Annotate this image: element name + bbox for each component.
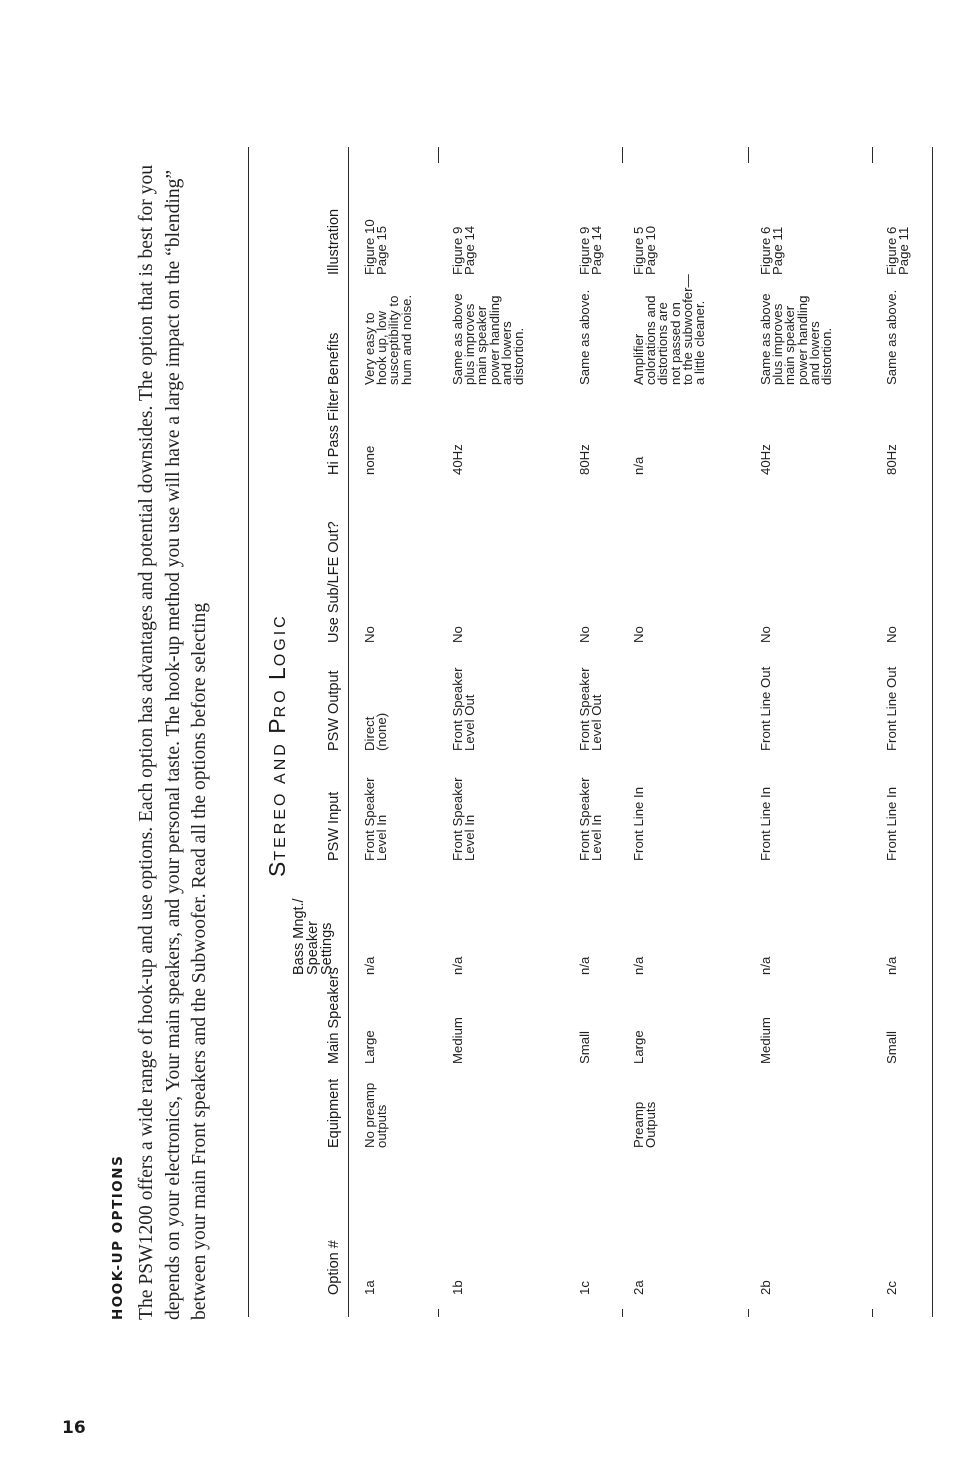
column-header-psw-output: PSW Output (326, 670, 342, 751)
column-header-illustration: Illustration (326, 208, 342, 275)
table-cell-illustration: Figure 5 Page 10 (631, 225, 659, 275)
column-header-psw-input: PSW Input (326, 791, 342, 861)
table-cell-illustration: Figure 10 Page 15 (362, 219, 390, 275)
table-cell-psw-output: Front Speaker Level Out (577, 667, 605, 751)
table-cell-psw-output: Direct (none) (362, 712, 390, 751)
column-header-use-sub: Use Sub/LFE Out? (326, 521, 342, 643)
table-cell-psw-input: Front Line In (631, 786, 646, 861)
table-cell-hi-pass: 80Hz (884, 444, 899, 475)
table-cell-bass-mngt: n/a (577, 956, 592, 975)
table-cell-illustration: Figure 9 Page 14 (450, 225, 478, 275)
table-cell-main-speakers: Large (362, 1030, 377, 1064)
page-number: 16 (62, 1418, 86, 1438)
table-cell-main-speakers: Small (884, 1031, 899, 1064)
column-header-option: Option # (326, 1240, 342, 1295)
row-separator (748, 147, 749, 163)
table-cell-benefits: Amplifier colorations and distortions are not passed on to the subwoofer— a little cleaner. (631, 274, 708, 385)
table-cell-bass-mngt: n/a (758, 956, 773, 975)
table-cell-main-speakers: Medium (758, 1017, 773, 1064)
table-cell-use-sub: No (450, 626, 465, 643)
table-cell-use-sub: No (884, 626, 899, 643)
column-header-hi-pass: Hi Pass Filter (326, 388, 342, 475)
table-cell-bass-mngt: n/a (631, 956, 646, 975)
table-cell-hi-pass: none (362, 445, 377, 475)
column-header-benefits: Benefits (326, 332, 342, 385)
table-cell-main-speakers: Medium (450, 1017, 465, 1064)
table-cell-bass-mngt: n/a (450, 956, 465, 975)
table-top-rule (248, 147, 249, 1317)
row-separator (348, 147, 349, 1317)
row-separator (872, 147, 873, 163)
table-cell-psw-input: Front Speaker Level In (362, 777, 390, 861)
table-cell-psw-input: Front Speaker Level In (450, 777, 478, 861)
table-cell-use-sub: No (577, 626, 592, 643)
table-cell-psw-output: Front Line Out (758, 666, 773, 751)
row-separator (438, 1309, 439, 1317)
table-cell-bass-mngt: n/a (362, 956, 377, 975)
table-cell-option: 1b (450, 1280, 465, 1295)
table-cell-use-sub: No (758, 626, 773, 643)
table-cell-psw-input: Front Line In (884, 786, 899, 861)
table-cell-hi-pass: 40Hz (450, 444, 465, 475)
table-cell-option: 2a (631, 1280, 646, 1295)
table-cell-benefits: Same as above. (577, 289, 592, 385)
table-cell-benefits: Same as above plus improves main speaker power handling and lowers distortion. (450, 293, 527, 385)
column-header-main-speakers: Main Speakers (326, 967, 342, 1064)
table-cell-illustration: Figure 6 Page 11 (758, 226, 786, 275)
table-title: STEREO AND PRO LOGIC (264, 613, 290, 877)
column-header-bass-mngt: Bass Mngt./ Speaker Settings (291, 898, 335, 975)
table-cell-main-speakers: Large (631, 1030, 646, 1064)
table-cell-psw-input: Front Line In (758, 786, 773, 861)
row-separator (872, 1309, 873, 1317)
table-cell-illustration: Figure 6 Page 11 (884, 226, 912, 275)
table-cell-option: 1c (577, 1281, 592, 1295)
row-separator (622, 1309, 623, 1317)
table-cell-use-sub: No (631, 626, 646, 643)
row-separator (748, 1309, 749, 1317)
table-cell-illustration: Figure 9 Page 14 (577, 225, 605, 275)
row-separator (438, 147, 439, 163)
column-header-equipment: Equipment (326, 1078, 342, 1148)
table-cell-option: 2b (758, 1280, 773, 1295)
table-cell-option: 1a (362, 1280, 377, 1295)
table-cell-hi-pass: 40Hz (758, 444, 773, 475)
table-cell-psw-output: Front Speaker Level Out (450, 667, 478, 751)
table-cell-benefits: Same as above. (884, 289, 899, 385)
table-cell-bass-mngt: n/a (884, 956, 899, 975)
table-bottom-rule (932, 147, 933, 1317)
table-cell-use-sub: No (362, 626, 377, 643)
table-cell-option: 2c (884, 1281, 899, 1295)
table-cell-benefits: Very easy to hook up, low susceptibility to hum and noise. (362, 294, 414, 385)
table-cell-equipment: Preamp Outputs (631, 1101, 659, 1148)
table-cell-benefits: Same as above plus improves main speaker power handling and lowers distortion. (758, 293, 835, 385)
intro-paragraph: The PSW1200 offers a wide range of hook-up and use options. Each option has advantages and potential downsides. The option that is best for you depends on your electronics, Your main speakers, and your personal taste. The hook-up method you use will have a large impact on the “blending” between your main Front speakers and the Subwoofer. Read all the options before selecting (136, 164, 210, 1320)
table-cell-psw-output: Front Line Out (884, 666, 899, 751)
table-cell-hi-pass: 80Hz (577, 444, 592, 475)
row-separator (622, 147, 623, 163)
table-cell-hi-pass: n/a (631, 456, 646, 475)
section-heading: HOOK-UP OPTIONS (110, 1154, 126, 1320)
table-cell-main-speakers: Small (577, 1031, 592, 1064)
table-cell-equipment: No preamp outputs (362, 1082, 390, 1148)
table-cell-psw-input: Front Speaker Level In (577, 777, 605, 861)
